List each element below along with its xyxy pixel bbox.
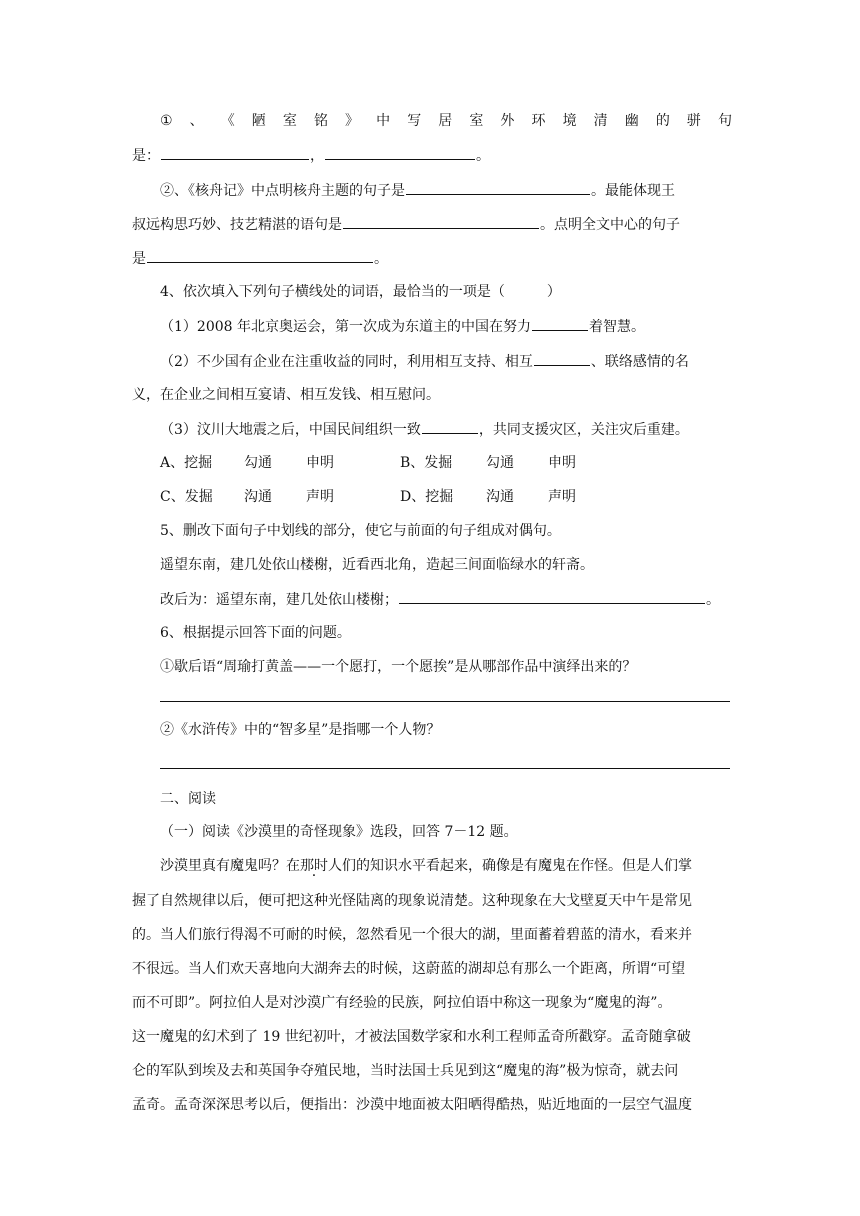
q3-item1-char: 铭 (313, 113, 328, 129)
q3-item1-char: 外 (500, 113, 515, 129)
reading-text-b: 人们的知识水平看起来，确像是有魔鬼在作怪。但是人们掌 (328, 858, 692, 874)
option-a-word-1: A、挖掘 (160, 455, 213, 471)
q3-item2-text-c: 叔远构思巧妙、技艺精湛的语句是 (132, 217, 342, 233)
q4-s1-blank (532, 316, 588, 331)
q3-item2-blank-2 (343, 214, 539, 229)
q3-item1-char: 句 (717, 113, 732, 129)
q3-item1-char: 清 (593, 113, 608, 129)
q4-s1-text-a: （1）2008 年北京奥运会，第一次成为东道主的中国在努力 (160, 319, 531, 335)
reading-paragraph-line-1 (160, 856, 732, 876)
q3-item2-text-d: 。点明全文中心的句子 (540, 217, 680, 233)
reading-subheading: （一）阅读《沙漠里的奇怪现象》选段，回答 7－12 题。 (160, 824, 518, 840)
reading-emphasized-word: 那时 (300, 858, 328, 874)
q4-s3-blank (422, 419, 478, 434)
q3-item1-prefix: 是： (132, 148, 160, 164)
q3-item1-char: 室 (282, 113, 297, 129)
q3-item1-char: 的 (655, 113, 670, 129)
q6-stem: 6、根据提示回答下面的问题。 (160, 625, 351, 641)
q5-stem: 5、删改下面句子中划线的部分，使它与前面的句子组成对偶句。 (160, 523, 561, 539)
q5-sentence: 遥望东南，建几处依山楼榭，近看西北角，造起三间面临绿水的轩斋。 (160, 557, 594, 573)
q3-item1-comma: ， (310, 148, 324, 164)
q3-item2-blank-3 (147, 248, 373, 263)
q5-rewrite-blank (399, 589, 705, 604)
q4-sentence-3 (160, 419, 732, 440)
option-a-word-3: 申明 (306, 455, 334, 471)
option-c-word-1: C、发掘 (160, 489, 213, 505)
q3-item1-char: 环 (531, 113, 546, 129)
q4-s2-text-a: （2）不少国有企业在注重收益的同时，利用相互支持、相互 (160, 354, 533, 370)
q3-item1-char: 室 (469, 113, 484, 129)
q3-item2-text-e: 是 (132, 251, 146, 267)
reading-paragraph-line-5: 而不可即”。阿拉伯人是对沙漠广有经验的民族，阿拉伯语中称这一现象为“魔鬼的海”。 (132, 995, 672, 1011)
reading-text-a: 沙漠里真有魔鬼吗？在 (160, 858, 300, 874)
q4-stem: 4、依次填入下列句子横线处的词语，最恰当的一项是（ ） (160, 284, 561, 300)
option-c-word-3: 声明 (306, 489, 334, 505)
q3-item1-line2 (132, 145, 732, 166)
q6-item-1: ①歇后语“周瑜打黄盖——一个愿打，一个愿挨”是从哪部作品中演绎出来的？ (160, 659, 637, 675)
q3-item1-char: 中 (376, 113, 391, 129)
q3-item1-char: 《 (220, 113, 235, 129)
option-b-word-3: 申明 (548, 455, 576, 471)
q3-item2-line3 (132, 248, 732, 269)
option-d-word-3: 声明 (548, 489, 576, 505)
reading-paragraph-line-4: 不很远。当人们欢天喜地向大湖奔去的时候，这蔚蓝的湖却总有那么一个距离，所谓“可望 (132, 961, 686, 977)
q4-sentence-2-cont: 义，在企业之间相互宴请、相互发钱、相互慰问。 (132, 387, 440, 403)
reading-paragraph-line-6: 这一魔鬼的幻术到了 19 世纪初叶，才被法国数学家和水利工程师孟奇所戳穿。孟奇随拿破 (132, 1029, 691, 1045)
option-c-word-2: 沟通 (244, 489, 272, 505)
q3-item1-char: 写 (407, 113, 422, 129)
reading-paragraph-line-8: 孟奇。孟奇深深思考以后，便指出：沙漠中地面被太阳晒得酷热，贴近地面的一层空气温度 (132, 1097, 692, 1113)
q5-rewrite-text: 改后为：遥望东南，建几处依山楼榭； (160, 592, 398, 608)
q3-item1-char: 陋 (251, 113, 266, 129)
q3-item1-blank-1 (161, 145, 309, 160)
q4-s3-text-b: ，共同支援灾区，关注灾后重建。 (478, 422, 689, 438)
q3-item1-char: 居 (438, 113, 453, 129)
q4-sentence-2 (160, 351, 732, 372)
reading-heading: 二、阅读 (160, 791, 216, 807)
q5-rewrite-end: 。 (706, 592, 720, 608)
q3-item1-char: 骈 (686, 113, 701, 129)
q4-s2-text-b: 、联络感情的名 (590, 354, 689, 370)
q3-item1-char: 幽 (624, 113, 639, 129)
q3-item1-char: ① (160, 113, 173, 129)
option-a-word-2: 勾通 (244, 455, 272, 471)
q4-s1-text-b: 着智慧。 (589, 319, 645, 335)
q3-item1-blank-2 (325, 145, 475, 160)
q3-item1-char: 》 (345, 113, 360, 129)
q3-item1-chars (160, 111, 732, 131)
q4-options-row-1 (160, 453, 732, 473)
q6-answer-line-1 (160, 701, 730, 702)
q3-item1-char: 、 (189, 113, 204, 129)
q4-sentence-1 (160, 316, 732, 337)
option-d-word-1: D、挖掘 (400, 489, 454, 505)
reading-paragraph-line-7: 仑的军队到埃及去和英国争夺殖民地，当时法国士兵见到这“魔鬼的海”极为惊奇，就去问 (132, 1063, 679, 1079)
reading-paragraph-line-2: 握了自然规律以后，便可把这种光怪陆离的现象说清楚。这种现象在大戈壁夏天中午是常见 (132, 893, 692, 909)
option-b-word-1: B、发掘 (400, 455, 453, 471)
option-d-word-2: 沟通 (486, 489, 514, 505)
q4-s2-blank (534, 351, 590, 366)
q3-item2-line1 (160, 180, 732, 201)
q3-item1-char: 境 (562, 113, 577, 129)
q3-item2-blank-1 (406, 180, 590, 195)
q3-item2-line2 (132, 214, 732, 235)
q3-item1-line1 (160, 111, 732, 131)
q5-rewrite (160, 589, 732, 610)
q6-item-2: ②《水浒传》中的“智多星”是指哪一个人物？ (160, 722, 441, 738)
reading-paragraph-line-3: 的。当人们旅行得渴不可耐的时候，忽然看见一个很大的湖，里面蓄着碧蓝的清水，看来并 (132, 927, 692, 943)
q3-item2-text-b: 。最能体现王 (591, 183, 675, 199)
q3-item2-text-a: ②、《核舟记》中点明核舟主题的句子是 (160, 183, 405, 199)
q3-item1-end: 。 (476, 148, 490, 164)
q3-item2-text-f: 。 (374, 251, 388, 267)
option-b-word-2: 勾通 (486, 455, 514, 471)
q4-s3-text-a: （3）汶川大地震之后，中国民间组织一致 (160, 422, 421, 438)
q4-options-row-2 (160, 487, 732, 507)
q6-answer-line-2 (160, 768, 730, 769)
